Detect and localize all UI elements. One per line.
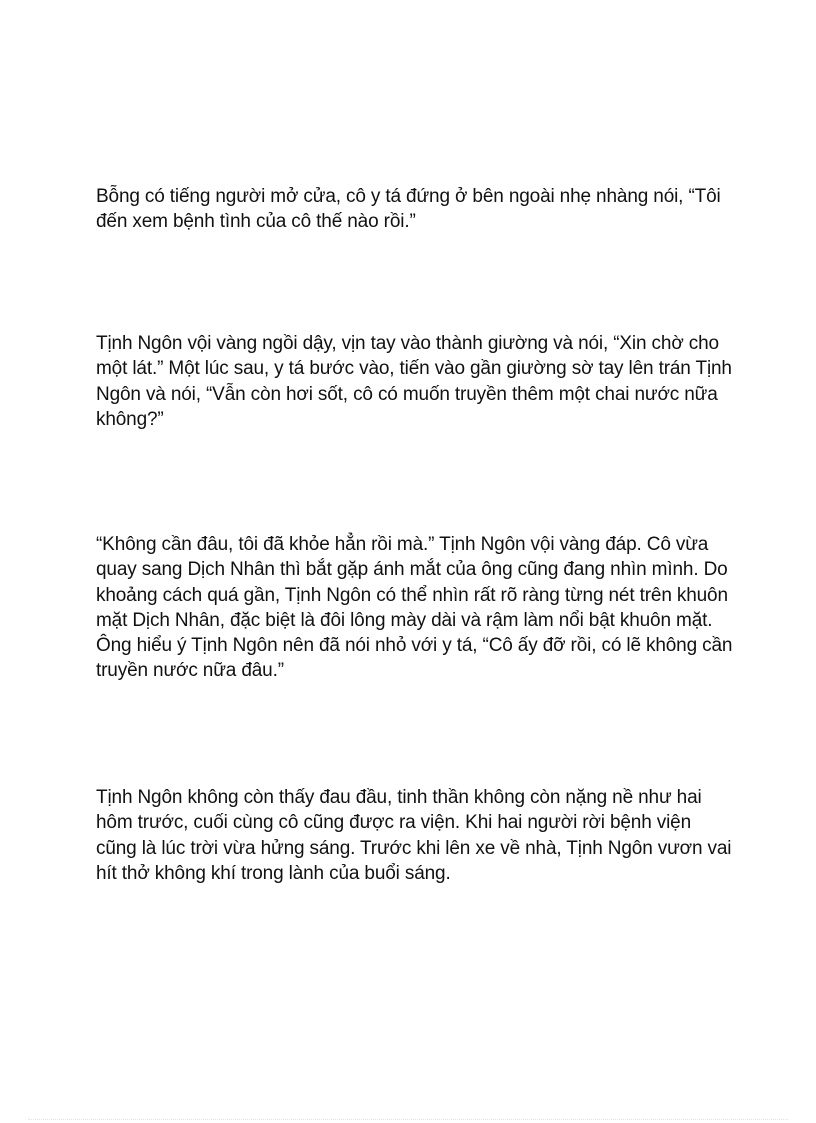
paragraph-1: Bỗng có tiếng người mở cửa, cô y tá đứng ở bên ngoài nhẹ nhàng nói, “Tôi đến xem bệnh tình của cô thế nào rồi.” bbox=[96, 186, 721, 233]
paragraph-3: “Không cần đâu, tôi đã khỏe hẳn rồi mà.” Tịnh Ngôn vội vàng đáp. Cô vừa quay sang Dịch Nhân thì bắt gặp ánh mắt của ông cũng đang nhìn mình. Do khoảng cách quá gần, Tịnh Ngôn có thể nhìn rất rõ ràng từng nét trên khuôn mặt Dịch Nhân, đặc biệt là đôi lông mày dài và rậm làm nổi bật khuôn mặt. Ông hiểu ý Tịnh Ngôn nên đã nói nhỏ với y tá, “Cô ấy đỡ rồi, có lẽ không cần truyền nước nữa đâu.” bbox=[96, 534, 733, 682]
paragraph-4: Tịnh Ngôn không còn thấy đau đầu, tinh thần không còn nặng nề như hai hôm trước, cuối cùng cô cũng được ra viện. Khi hai người rời bệnh viện cũng là lúc trời vừa hửng sáng. Trước khi lên xe về nhà, Tịnh Ngôn vươn vai hít thở không khí trong lành của buổi sáng. bbox=[96, 787, 732, 884]
paragraph-2: Tịnh Ngôn vội vàng ngồi dậy, vịn tay vào thành giường và nói, “Xin chờ cho một lát.” Một lúc sau, y tá bước vào, tiến vào gần giường sờ tay lên trán Tịnh Ngôn và nói, “Vẫn còn hơi sốt, cô có muốn truyền thêm một chai nước nữa không?” bbox=[96, 333, 732, 430]
page-bottom-divider bbox=[28, 1119, 788, 1120]
